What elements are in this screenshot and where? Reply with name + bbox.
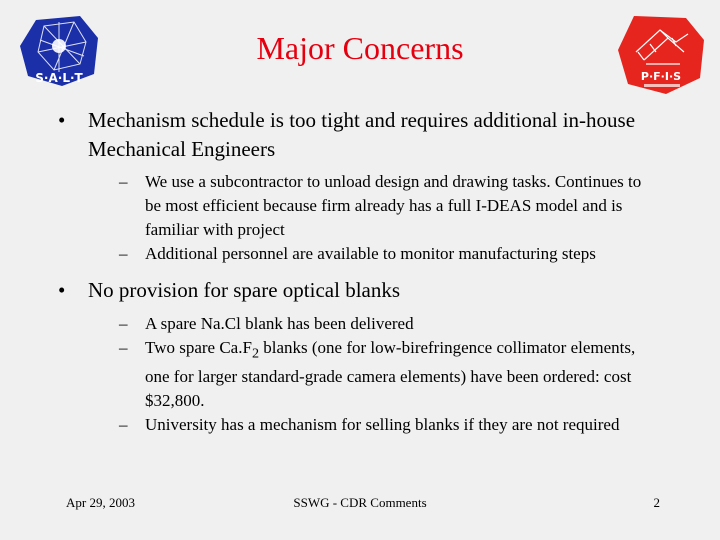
pfis-logo-text: P·F·I·S — [640, 70, 682, 83]
sub-mark: – — [119, 314, 128, 333]
sub-item — [115, 312, 658, 336]
sub-item — [115, 170, 658, 242]
slide-content — [58, 106, 658, 437]
sub-text: Additional personnel are available to monitor manufacturing steps — [145, 244, 596, 263]
sub-text: We use a subcontractor to unload design and drawing tasks. Continues to be most efficient because firm already has a full I-DEAS model and is familiar with project — [145, 172, 642, 239]
salt-logo-text: S·A·L·T — [35, 71, 83, 85]
sub-text: University has a mechanism for selling blanks if they are not required — [145, 415, 620, 435]
bullet-text: No provision for spare optical blanks — [88, 278, 401, 302]
bullet-mark: • — [58, 108, 66, 132]
sub-list — [115, 170, 658, 266]
bullet-item — [58, 106, 658, 266]
footer-date: Apr 29, 2003 — [66, 495, 135, 510]
page-number: 2 — [653, 495, 660, 510]
sub-mark: – — [119, 415, 128, 435]
slide-title: Major Concerns — [256, 30, 464, 66]
sub-mark: – — [119, 172, 128, 191]
sub-item — [115, 336, 658, 413]
sub-mark: – — [119, 338, 128, 357]
bullet-text: Mechanism schedule is too tight and requires additional in-house Mechanical Engineers — [88, 108, 636, 161]
bullet-item — [58, 276, 658, 437]
sub-mark: – — [119, 244, 128, 263]
sub-text: A spare Na.Cl blank has been delivered — [145, 314, 414, 333]
sub-text-part: blanks (one for low-birefringence collimator elements, one for larger standard-grade camera elements) have been ordered: cost $32,800. — [145, 338, 636, 411]
pfis-logo — [614, 12, 708, 96]
footer-title: SSWG - CDR Comments — [293, 495, 427, 510]
sub-list — [115, 312, 658, 437]
sub-text — [145, 336, 658, 413]
bullet-mark: • — [58, 278, 66, 302]
sub-text-part: Two spare Ca.F — [145, 338, 252, 357]
sub-item — [115, 413, 658, 437]
subscript-2: 2 — [251, 345, 260, 362]
sub-item — [115, 242, 658, 266]
